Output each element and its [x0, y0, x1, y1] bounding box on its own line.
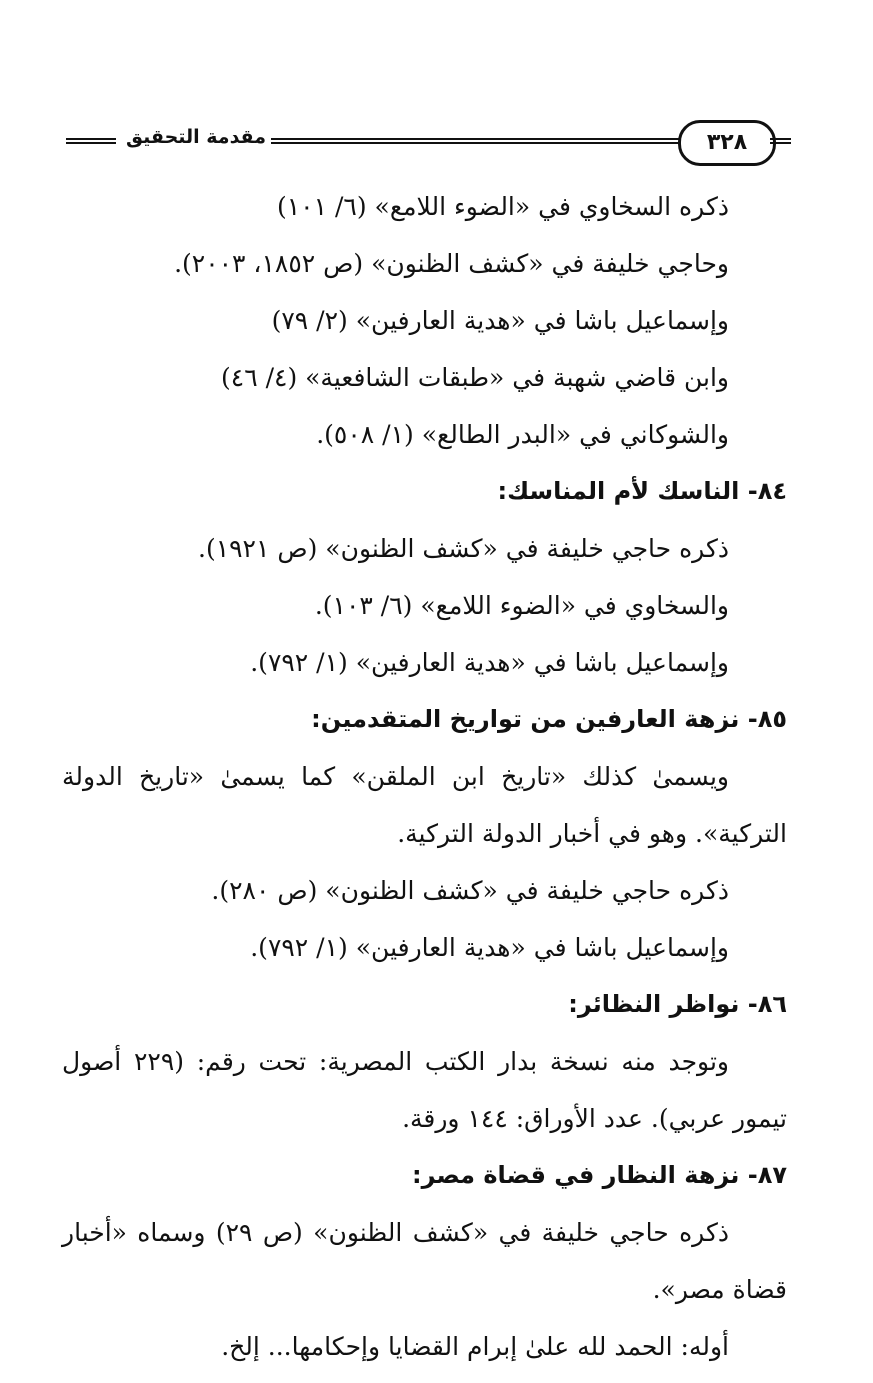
text-line: والشوكاني في «البدر الطالع» (١/ ٥٠٨).: [316, 420, 729, 449]
text-line: ذكره حاجي خليفة في «كشف الظنون» (ص ١٩٢١).: [198, 534, 729, 563]
entry-heading: ٨٦- نواظر النظائر:: [568, 990, 787, 1018]
page-body: [62, 178, 787, 1375]
text-line: والسخاوي في «الضوء اللامع» (٦/ ١٠٣).: [314, 591, 729, 620]
running-header: [66, 120, 791, 164]
entry-heading: ٨٧- نزهة النظار في قضاة مصر:: [412, 1161, 787, 1189]
header-rule-middle: [271, 138, 741, 144]
text-line: وتوجد منه نسخة بدار الكتب المصرية: تحت رقم: (٢٢٩ أصول: [62, 1047, 730, 1076]
text-line: تيمور عربي). عدد الأوراق: ١٤٤ ورقة.: [402, 1104, 787, 1133]
header-rule-right: [770, 138, 791, 144]
page-number: ٣٢٨: [678, 120, 776, 166]
text-line: قضاة مصر».: [652, 1275, 787, 1304]
text-line: التركية». وهو في أخبار الدولة التركية.: [397, 819, 787, 848]
text-line: ذكره السخاوي في «الضوء اللامع» (٦/ ١٠١): [276, 192, 729, 221]
text-line: ويسمىٰ كذلك «تاريخ ابن الملقن» كما يسمىٰ «تاريخ الدولة: [62, 762, 729, 791]
text-line: وحاجي خليفة في «كشف الظنون» (ص ١٨٥٢، ٢٠٠٣).: [174, 249, 729, 278]
entry-heading: ٨٥- نزهة العارفين من تواريخ المتقدمين:: [311, 705, 787, 733]
header-rule-left: [66, 138, 116, 144]
text-line: وإسماعيل باشا في «هدية العارفين» (٢/ ٧٩): [271, 306, 729, 335]
text-line: وإسماعيل باشا في «هدية العارفين» (١/ ٧٩٢).: [250, 933, 729, 962]
text-line: أوله: الحمد لله علىٰ إبرام القضايا وإحكامها... إلخ.: [221, 1332, 729, 1361]
text-line: ذكره حاجي خليفة في «كشف الظنون» (ص ٢٨٠).: [211, 876, 729, 905]
text-line: ذكره حاجي خليفة في «كشف الظنون» (ص ٢٩) وسماه «أخبار: [62, 1218, 729, 1247]
text-line: وابن قاضي شهبة في «طبقات الشافعية» (٤/ ٤٦): [221, 363, 729, 392]
header-title: مقدمة التحقيق: [126, 126, 266, 148]
entry-heading: ٨٤- الناسك لأم المناسك:: [497, 477, 787, 505]
text-line: وإسماعيل باشا في «هدية العارفين» (١/ ٧٩٢).: [250, 648, 729, 677]
